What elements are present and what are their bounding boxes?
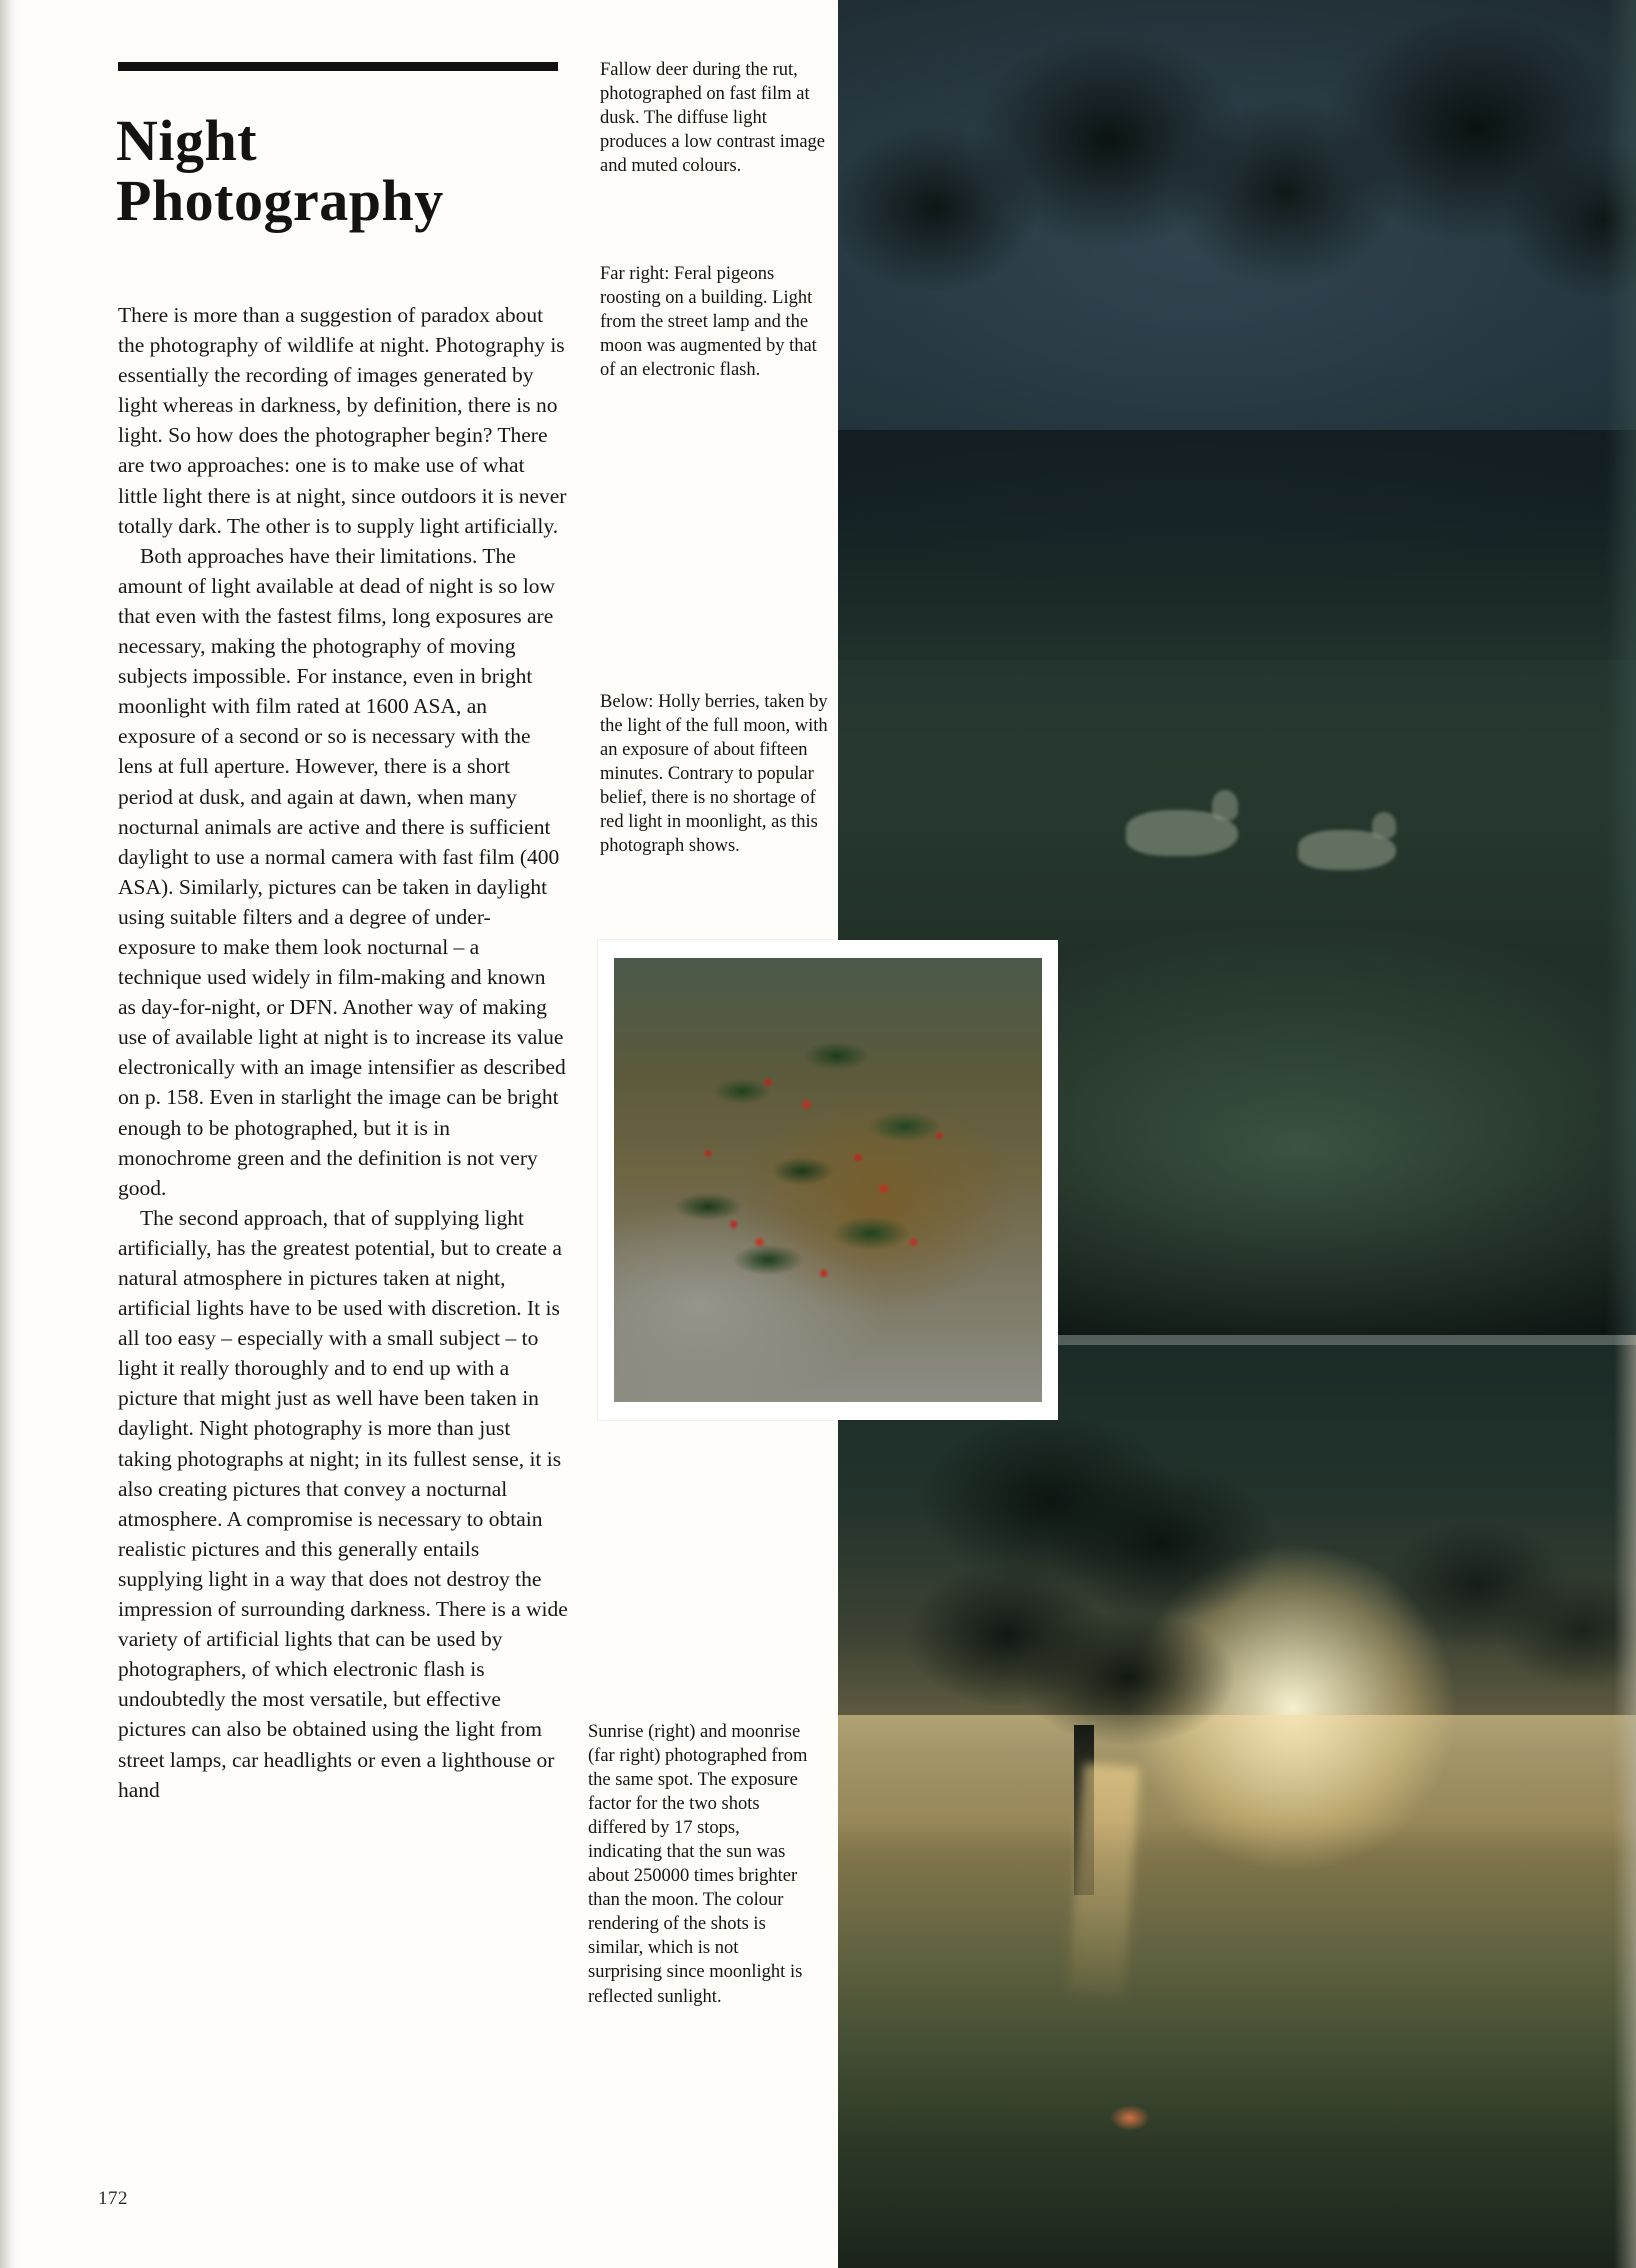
caption-fallow-deer: Fallow deer during the rut, photographed on fast film at dusk. The diffuse light produces a low contrast image and muted colours. [600,60,826,177]
caption-sunrise-moonrise: Sunrise (right) and moonrise (far right) photographed from the same spot. The exposure factor for the two shots differed by 17 stops, indicating that the sun was about 250000 times brighter than the moon. The colour rendering of the shots is similar, which is not surprising since moonlight is reflected sunlight. [588,1722,808,2007]
photo-sunrise [838,1335,1636,2268]
deer-figure-left [1126,810,1238,856]
photo-holly-berries [598,940,1058,1420]
photo-holly-berries-detail [614,958,1042,1402]
body-paragraph-1: There is more than a suggestion of paradox about the photography of wildlife at night. Photography is essentially the recording of images generated by light whereas in darkness, by definition, there is no light. So how does the photographer begin? There are two approaches: one is to make use of what little light there is at night, since outdoors it is never totally dark. The other is to supply light artificially. [118,303,567,538]
body-paragraph-2: Both approaches have their limitations. The amount of light available at dead of night is so low that even with the fastest films, long exposures are necessary, making the photography of moving subjects impossible. For instance, even in bright moonlight with film rated at 1600 ASA, an exposure of a second or so is necessary with the lens at full aperture. However, there is a short period at dusk, and again at dawn, when many nocturnal animals are active and there is sufficient daylight to use a normal camera with fast film (400 ASA). Similarly, pictures can be taken in daylight using suitable filters and a degree of under-exposure to make them look nocturnal – a technique used widely in film-making and known as day-for-night, or DFN. Another way of making use of available light at night is to increase its value electronically with an image intensifier as described on p. 158. Even in starlight the image can be bright enough to be photographed, but it is in monochrome green and the definition is not very good. [118,543,566,1200]
page-edge-shadow [0,0,18,2268]
page-title-line-2: Photography [116,168,444,234]
page-title-line-1: Night [116,107,258,173]
page-number: 172 [98,2188,128,2209]
article-body [118,300,568,1805]
photo-background-trees [1358,1465,1636,1765]
deer-figure-right [1298,830,1396,870]
body-paragraph-3: The second approach, that of supplying light artificially, has the greatest potential, but to create a natural atmosphere in pictures taken at night, artificial lights have to be used with discretion. It is all too easy – especially with a small subject – to light it really thoroughly and to end up with a picture that might just as well have been taken in daylight. Night photography is more than just taking photographs at night; in its fullest sense, it is also creating pictures that convey a nocturnal atmosphere. A compromise is necessary to obtain realistic pictures and this generally entails supplying light in a way that does not destroy the impression of surrounding darkness. There is a wide variety of artificial lights that can be used by photographers, of which electronic flash is undoubtedly the most versatile, but effective pictures can also be obtained using the light from street lamps, car headlights or even a lighthouse or hand [118,1205,568,1802]
page-title [116,107,586,234]
caption-holly-berries: Below: Holly berries, taken by the light of the full moon, with an exposure of about fifteen minutes. Contrary to popular belief, there is no shortage of red light in moonlight, as this photograph shows. [600,692,828,857]
caption-feral-pigeons: Far right: Feral pigeons roosting on a building. Light from the street lamp and the moon was augmented by that of an electronic flash. [600,264,817,381]
photo-right-edge [1614,1335,1636,2268]
photo-midground-detail [838,430,1636,660]
photo-treeline-detail [838,0,1636,400]
photo-holly-image [614,958,1042,1402]
title-rule [118,62,558,71]
photo-right-edge [1606,0,1636,1335]
photo-lens-flare-dot [1110,2105,1150,2131]
